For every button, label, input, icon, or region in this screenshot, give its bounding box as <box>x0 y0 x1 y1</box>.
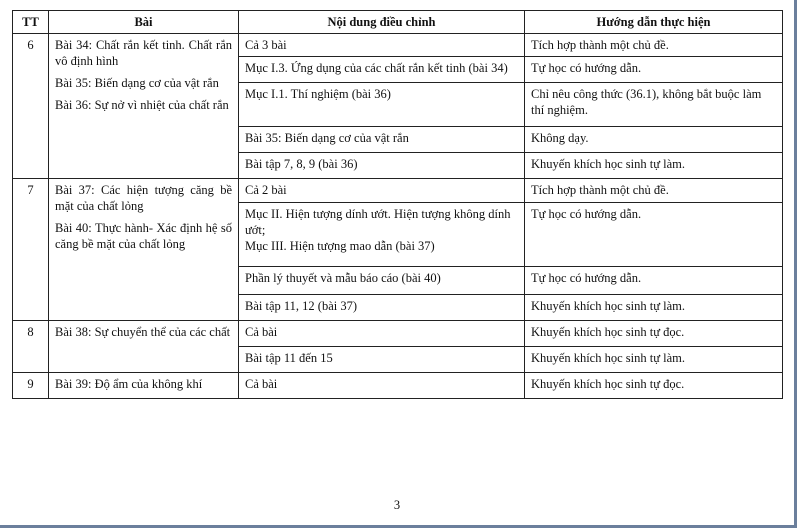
content-cell: Mục I.3. Ứng dụng của các chất rắn kết tinh (bài 34) <box>239 57 525 83</box>
table-row <box>13 373 783 399</box>
tt-cell: 6 <box>13 34 49 179</box>
guide-cell: Chỉ nêu công thức (36.1), không bắt buộc làm thí nghiệm. <box>525 83 783 127</box>
content-cell: Phần lý thuyết và mẫu báo cáo (bài 40) <box>239 267 525 295</box>
lesson-title: Bài 40: Thực hành- Xác định hệ số căng bề mặt của chất lỏng <box>55 221 232 251</box>
page-number: 3 <box>393 498 401 512</box>
content-cell: Cả bài <box>239 373 525 399</box>
content-cell <box>239 203 525 267</box>
lesson-cell <box>49 179 239 321</box>
lesson-cell <box>49 34 239 179</box>
content-line: Mục III. Hiện tượng mao dẫn (bài 37) <box>245 239 435 253</box>
guide-cell: Tự học có hướng dẫn. <box>525 267 783 295</box>
content-cell: Cả 3 bài <box>239 34 525 57</box>
header-content: Nội dung điều chỉnh <box>239 11 525 34</box>
tt-cell: 7 <box>13 179 49 321</box>
content-cell: Bài 35: Biến dạng cơ của vật rắn <box>239 127 525 153</box>
guide-cell: Khuyến khích học sinh tự làm. <box>525 295 783 321</box>
guide-cell: Tự học có hướng dẫn. <box>525 57 783 83</box>
guide-cell: Tích hợp thành một chủ đề. <box>525 179 783 203</box>
header-row <box>13 11 783 34</box>
content-cell: Bài tập 11, 12 (bài 37) <box>239 295 525 321</box>
guide-cell: Tích hợp thành một chủ đề. <box>525 34 783 57</box>
guide-cell: Khuyến khích học sinh tự đọc. <box>525 373 783 399</box>
table-row <box>13 321 783 347</box>
content-cell: Mục I.1. Thí nghiệm (bài 36) <box>239 83 525 127</box>
lesson-cell <box>49 321 239 373</box>
guide-cell: Khuyến khích học sinh tự làm. <box>525 347 783 373</box>
lesson-title: Bài 35: Biến dạng cơ của vật rắn <box>55 76 219 90</box>
header-lesson: Bài <box>49 11 239 34</box>
table-row <box>13 179 783 203</box>
lesson-title: Bài 34: Chất rắn kết tinh. Chất rắn vô định hình <box>55 38 232 68</box>
lesson-title: Bài 38: Sự chuyển thể của các chất <box>55 325 231 339</box>
lesson-title: Bài 37: Các hiện tượng căng bề mặt của chất lỏng <box>55 183 232 213</box>
table-row <box>13 34 783 57</box>
content-line: Mục II. Hiện tượng dính ướt. Hiện tượng không dính ướt; <box>245 207 511 237</box>
header-tt: TT <box>13 11 49 34</box>
tt-cell: 9 <box>13 373 49 399</box>
header-guide: Hướng dẫn thực hiện <box>525 11 783 34</box>
lesson-cell <box>49 373 239 399</box>
guide-cell: Không dạy. <box>525 127 783 153</box>
content-cell: Bài tập 11 đến 15 <box>239 347 525 373</box>
guide-cell: Tự học có hướng dẫn. <box>525 203 783 267</box>
lesson-title: Bài 39: Độ ẩm của không khí <box>55 377 203 391</box>
guide-cell: Khuyến khích học sinh tự làm. <box>525 153 783 179</box>
content-cell: Cả 2 bài <box>239 179 525 203</box>
tt-cell: 8 <box>13 321 49 373</box>
guide-cell: Khuyến khích học sinh tự đọc. <box>525 321 783 347</box>
adjustment-table <box>12 10 783 399</box>
content-cell: Bài tập 7, 8, 9 (bài 36) <box>239 153 525 179</box>
lesson-title: Bài 36: Sự nở vì nhiệt của chất rắn <box>55 98 229 112</box>
content-cell: Cả bài <box>239 321 525 347</box>
